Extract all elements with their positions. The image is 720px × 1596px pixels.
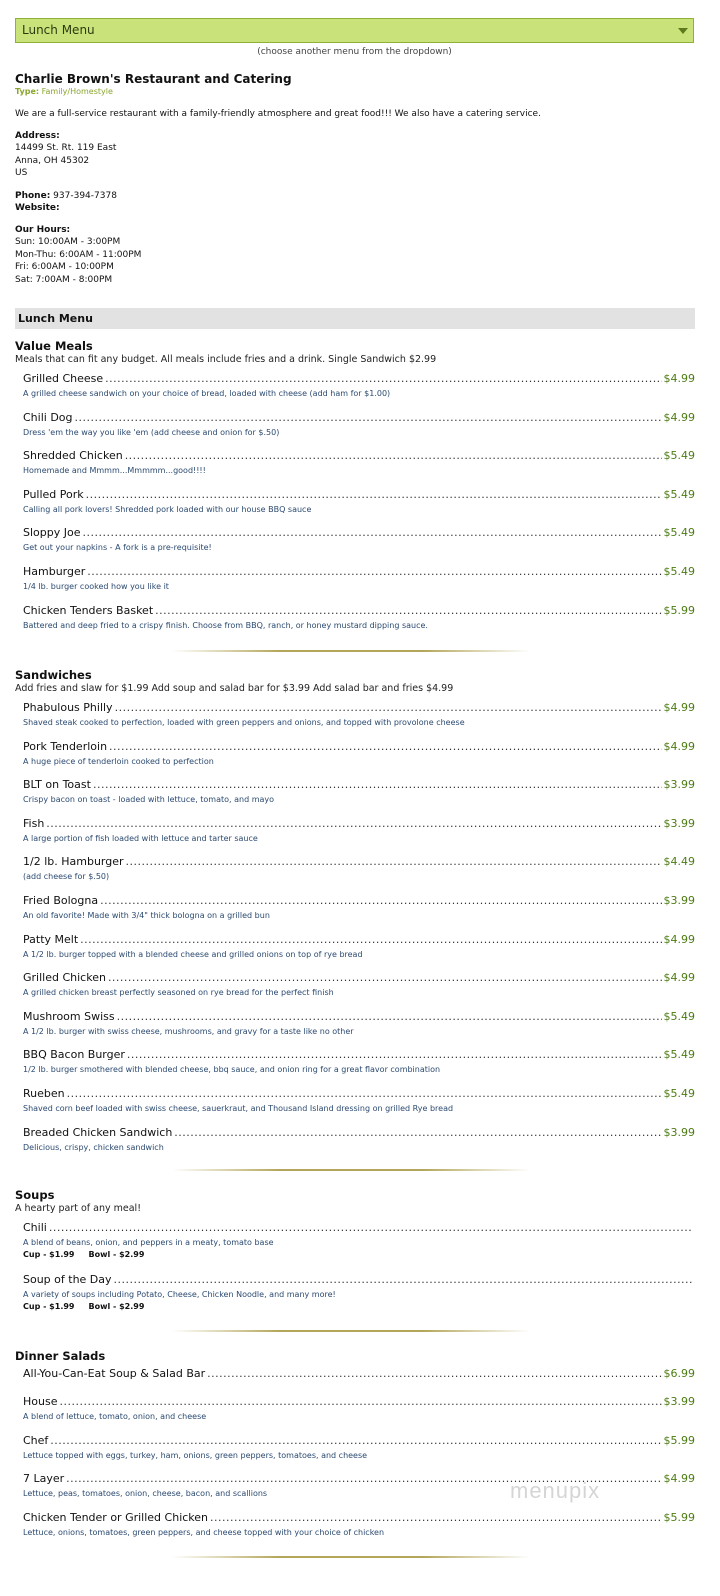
menu-item: All-You-Can-Eat Soup & Salad Bar ..... $6.99 [23, 1363, 695, 1389]
menu-item: Phabulous Philly ..... $4.99 Shaved steak cooked to perfection, loaded with green peppers and onions, and topped with provolone cheese [23, 695, 695, 734]
menu-item: Grilled Cheese ..... $4.99 A grilled cheese sandwich on your choice of bread, loaded with cheese (add ham for $1.00) [23, 366, 695, 405]
item-description: Dress 'em the way you like 'em (add cheese and onion for $.50) [23, 427, 280, 437]
section-dinner-salads [15, 1349, 695, 1543]
item-price: $4.99 [663, 932, 695, 946]
item-description: A 1/2 lb. burger topped with a blended cheese and grilled onions on top of rye bread [23, 949, 363, 959]
item-price: $3.99 [663, 816, 695, 830]
item-description: A large portion of fish loaded with lettuce and tarter sauce [23, 833, 258, 843]
item-price: $4.99 [663, 701, 695, 714]
address-line: 14499 St. Rt. 119 East [15, 143, 117, 153]
item-price: $5.49 [663, 487, 695, 501]
menu-item: Fried Bologna ..... $3.99 An old favorite! Made with 3/4" thick bologna on a grilled bun [23, 888, 695, 927]
restaurant-description: We are a full-service restaurant with a family-friendly atmosphere and great food!!! We also have a catering service. [15, 109, 541, 119]
hours-block [15, 224, 695, 286]
hours-line: Fri: 6:00AM - 10:00PM [15, 262, 114, 272]
address-label: Address: [15, 131, 60, 141]
phone-row [15, 190, 695, 203]
section-title: Soups [15, 1188, 55, 1202]
item-description: A 1/2 lb. burger with swiss cheese, mushrooms, and gravy for a taste like no other [23, 1026, 354, 1036]
item-price: $5.99 [663, 1510, 695, 1524]
watermark-logo: menupix [510, 1478, 601, 1503]
hours-line: Mon-Thu: 6:00AM - 11:00PM [15, 249, 142, 260]
menu-item: BBQ Bacon Burger ..... $5.49 1/2 lb. burger smothered with blended cheese, bbq sauce, and onion ring for a great flavor combination [23, 1042, 695, 1081]
menu-item: BLT on Toast ..... $3.99 Crispy bacon on toast - loaded with lettuce, tomato, and mayo [23, 772, 695, 811]
item-description: Shaved corn beef loaded with swiss cheese, sauerkraut, and Thousand Island dressing on grilled Rye bread [23, 1103, 454, 1113]
section-value-meals [15, 339, 695, 636]
item-price: $5.49 [663, 1009, 695, 1023]
item-description: Lettuce topped with eggs, turkey, ham, onions, green peppers, tomatoes, and cheese [23, 1450, 368, 1460]
phone-label: Phone: [15, 190, 51, 201]
item-description: Battered and deep fried to a crispy finish. Choose from BBQ, ranch, or honey mustard dipping sauce. [23, 620, 428, 630]
section-soups [15, 1188, 695, 1319]
menu-item: Mushroom Swiss ..... $5.49 A 1/2 lb. burger with swiss cheese, mushrooms, and gravy for a taste like no other [23, 1004, 695, 1043]
item-price: $4.99 [663, 739, 695, 753]
item-description: Delicious, crispy, chicken sandwich [23, 1142, 164, 1152]
item-price: $5.49 [663, 1086, 695, 1100]
item-description: An old favorite! Made with 3/4" thick bologna on a grilled bun [23, 910, 270, 920]
item-price: $3.99 [663, 893, 695, 907]
section-divider [172, 650, 530, 652]
website-label: Website: [15, 203, 60, 213]
section-title: Sandwiches [15, 668, 92, 682]
menu-item: 7 Layer ..... $4.99 Lettuce, peas, tomatoes, onion, cheese, bacon, and scallions [23, 1466, 695, 1505]
section-description: A hearty part of any meal! [15, 1203, 142, 1214]
menu-item: Chili ..... A blend of beans, onion, and peppers in a meaty, tomato base Cup - $1.99 Bowl - $2.99 [23, 1215, 695, 1267]
section-description: Meals that can fit any budget. All meals include fries and a drink. Single Sandwich $2.99 [15, 354, 437, 365]
menu-item: Fish ..... $3.99 A large portion of fish loaded with lettuce and tarter sauce [23, 811, 695, 850]
item-description: Shaved steak cooked to perfection, loaded with green peppers and onions, and topped with provolone cheese [23, 718, 465, 727]
menu-item: Soup of the Day ..... A variety of soups including Potato, Cheese, Chicken Noodle, and many more! Cup - $1.99 Bowl - $2.99 [23, 1267, 695, 1319]
item-price: $3.99 [663, 778, 695, 792]
section-divider [172, 1556, 530, 1558]
section-title: Value Meals [15, 339, 93, 353]
item-description: A variety of soups including Potato, Cheese, Chicken Noodle, and many more! [23, 1290, 336, 1299]
menu-item: Pulled Pork ..... $5.49 Calling all pork lovers! Shredded pork loaded with our house BBQ sauce [23, 482, 695, 521]
restaurant-type: Type: Family/Homestyle [15, 87, 113, 96]
address-line: US [15, 168, 28, 178]
item-price: $4.99 [663, 410, 695, 424]
item-price: $4.99 [663, 971, 695, 985]
restaurant-name: Charlie Brown's Restaurant and Catering [15, 72, 292, 86]
section-divider [172, 1330, 530, 1332]
item-price: $3.99 [663, 1395, 695, 1408]
item-description: Homemade and Mmmm...Mmmmm...good!!!! [23, 466, 206, 476]
section-divider [172, 1169, 530, 1171]
item-description: Calling all pork lovers! Shredded pork loaded with our house BBQ sauce [23, 504, 312, 514]
menu-dropdown-value: Lunch Menu [22, 23, 95, 37]
item-price: $5.99 [663, 603, 695, 617]
item-price: $5.49 [663, 1048, 695, 1062]
dropdown-hint: (choose another menu from the dropdown) [257, 47, 452, 57]
address-line: Anna, OH 45302 [15, 155, 90, 166]
item-price: $5.49 [663, 449, 695, 463]
address-block [15, 130, 695, 180]
menu-item: Patty Melt ..... $4.99 A 1/2 lb. burger topped with a blended cheese and grilled onions on top of rye bread [23, 927, 695, 966]
section-description: Add fries and slaw for $1.99 Add soup and salad bar for $3.99 Add salad bar and fries $4.99 [15, 683, 454, 694]
item-sizes: Cup - $1.99 Bowl - $2.99 [23, 1250, 145, 1259]
item-description: A blend of lettuce, tomato, onion, and cheese [23, 1412, 207, 1421]
section-title: Dinner Salads [15, 1349, 106, 1363]
item-description: 1/4 lb. burger cooked how you like it [23, 581, 169, 591]
menu-item: Breaded Chicken Sandwich ..... $3.99 Delicious, crispy, chicken sandwich [23, 1120, 695, 1159]
contact-block [15, 190, 695, 215]
menu-item: Rueben ..... $5.49 Shaved corn beef loaded with swiss cheese, sauerkraut, and Thousand Island dressing on grilled Rye bread [23, 1081, 695, 1120]
item-price: $6.99 [663, 1367, 695, 1380]
phone-number[interactable]: 937-394-7378 [53, 190, 117, 201]
item-price: $3.99 [663, 1125, 695, 1139]
item-description: (add cheese for $.50) [23, 872, 110, 882]
hours-label: Our Hours: [15, 225, 71, 235]
item-price: $4.99 [663, 372, 695, 385]
item-description: 1/2 lb. burger smothered with blended cheese, bbq sauce, and onion ring for a great flavor combination [23, 1065, 441, 1075]
menu-item: 1/2 lb. Hamburger ..... $4.49 (add cheese for $.50) [23, 849, 695, 888]
menu-item: Chicken Tenders Basket ..... $5.99 Battered and deep fried to a crispy finish. Choose from BBQ, ranch, or honey mustard dipping sauce. [23, 598, 695, 637]
item-description: A huge piece of tenderloin cooked to perfection [23, 756, 214, 766]
menu-item: Chef ..... $5.99 Lettuce topped with eggs, turkey, ham, onions, green peppers, tomatoes, and cheese [23, 1428, 695, 1467]
item-description: A grilled chicken breast perfectly seasoned on rye bread for the perfect finish [23, 988, 334, 998]
item-price: $4.99 [663, 1472, 695, 1486]
chevron-down-icon[interactable] [678, 28, 688, 34]
item-description: Lettuce, onions, tomatoes, green peppers, and cheese topped with your choice of chicken [23, 1527, 385, 1537]
menu-item: Sloppy Joe ..... $5.49 Get out your napkins - A fork is a pre-requisite! [23, 520, 695, 559]
menu-item: Chicken Tender or Grilled Chicken ..... $5.99 Lettuce, onions, tomatoes, green peppers, and cheese topped with your choice of chicken [23, 1505, 695, 1544]
menu-item: Hamburger ..... $5.49 1/4 lb. burger cooked how you like it [23, 559, 695, 598]
item-description: Crispy bacon on toast - loaded with lettuce, tomato, and mayo [23, 795, 275, 805]
section-sandwiches [15, 668, 695, 1158]
item-sizes: Cup - $1.99 Bowl - $2.99 [23, 1302, 145, 1311]
item-price: $4.49 [663, 855, 695, 869]
menu-title: Lunch Menu [15, 308, 695, 329]
menu-item: Shredded Chicken ..... $5.49 Homemade and Mmmm...Mmmmm...good!!!! [23, 443, 695, 482]
item-description: A grilled cheese sandwich on your choice of bread, loaded with cheese (add ham for $1.00) [23, 389, 391, 398]
menu-dropdown[interactable] [15, 18, 694, 43]
item-price: $5.99 [663, 1433, 695, 1447]
hours-line: Sun: 10:00AM - 3:00PM [15, 237, 121, 247]
item-price: $5.49 [663, 526, 695, 540]
menu-item: Grilled Chicken ..... $4.99 A grilled chicken breast perfectly seasoned on rye bread for the perfect finish [23, 965, 695, 1004]
item-description: Lettuce, peas, tomatoes, onion, cheese, bacon, and scallions [23, 1489, 268, 1499]
menu-item: House ..... $3.99 A blend of lettuce, tomato, onion, and cheese [23, 1389, 695, 1428]
item-description: A blend of beans, onion, and peppers in a meaty, tomato base [23, 1238, 274, 1247]
hours-line: Sat: 7:00AM - 8:00PM [15, 274, 113, 285]
menu-item: Pork Tenderloin ..... $4.99 A huge piece of tenderloin cooked to perfection [23, 734, 695, 773]
item-price: $5.49 [663, 564, 695, 578]
restaurant-info [15, 72, 695, 286]
item-description: Get out your napkins - A fork is a pre-requisite! [23, 543, 212, 553]
menu-item: Chili Dog ..... $4.99 Dress 'em the way you like 'em (add cheese and onion for $.50) [23, 405, 695, 444]
